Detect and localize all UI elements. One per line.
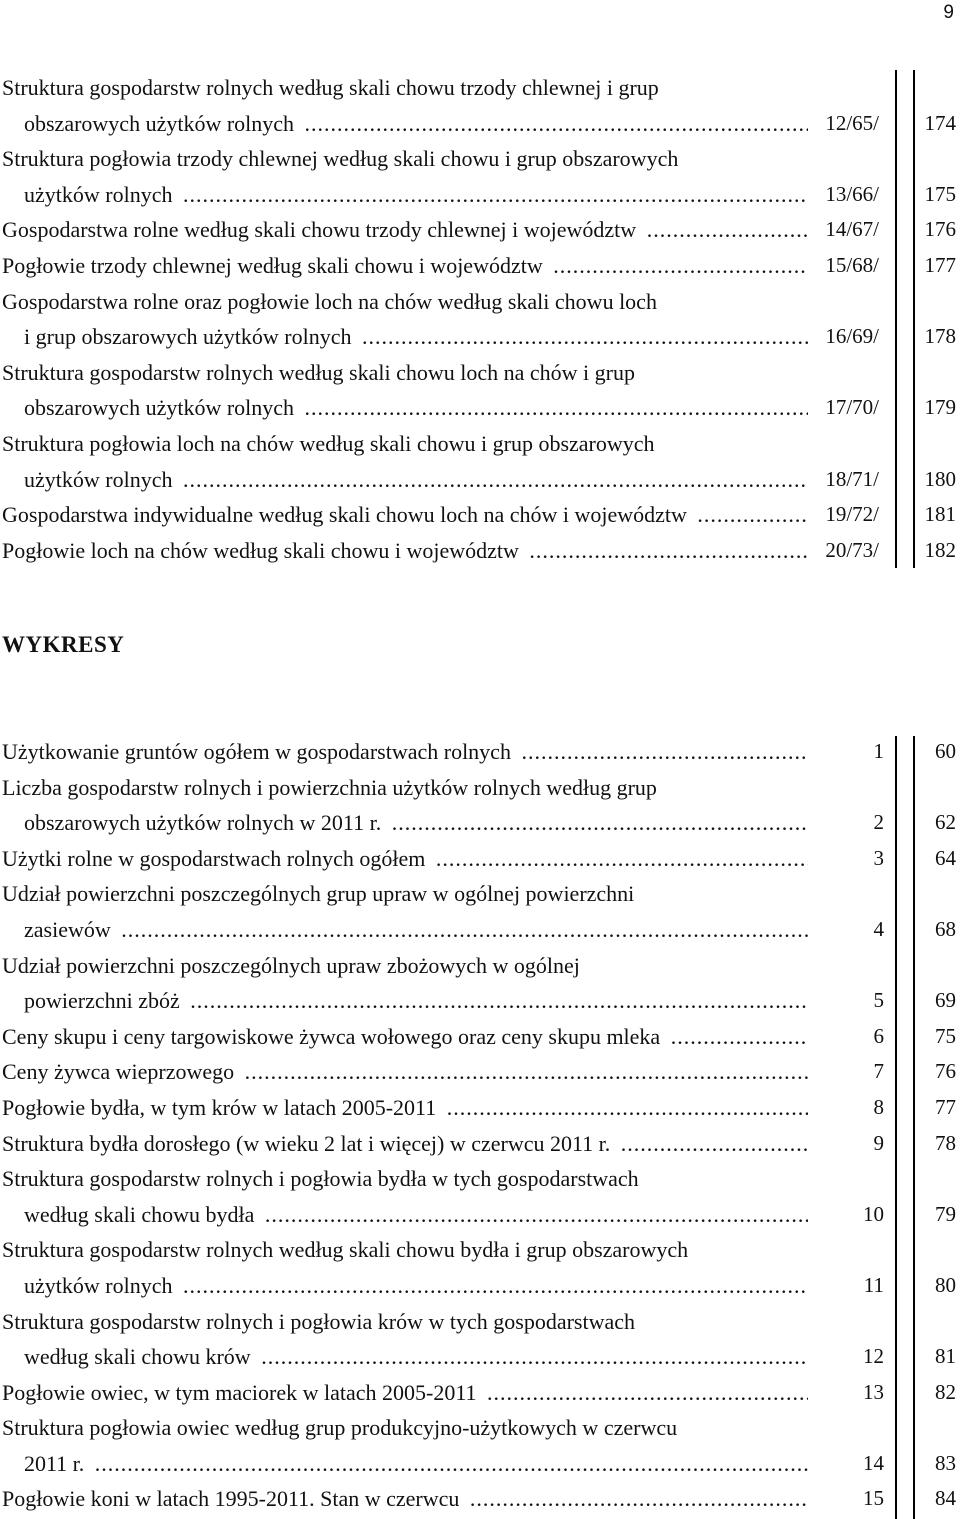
entry-title-line1: Struktura pogłowia trzody chlewnej według skali chowu i grup obszarowych	[2, 146, 679, 172]
toc-entry[interactable]	[0, 284, 960, 355]
entry-title-line1: Struktura gospodarstw rolnych według skali chowu bydła i grup obszarowych	[2, 1237, 689, 1263]
entry-title-line2: według skali chowu bydła	[24, 1202, 258, 1227]
entry-ref: 12/65/	[825, 110, 879, 135]
entry-ref: 14	[863, 1450, 884, 1475]
entry-title-line2: obszarowych użytków rolnych	[24, 395, 298, 420]
toc-entry[interactable]	[0, 948, 960, 1019]
entry-ref: 19/72/	[825, 502, 879, 527]
section-heading: WYKRESY	[2, 632, 125, 657]
entry-title-line2: obszarowych użytków rolnych w 2011 r.	[24, 810, 385, 835]
entry-ref: 14/67/	[825, 217, 879, 242]
entry-title: Pogłowie trzody chlewnej według skali chowu i województw	[2, 253, 547, 278]
entry-page: 178	[924, 324, 956, 349]
entry-title-line2: i grup obszarowych użytków rolnych	[24, 324, 355, 349]
entry-ref: 2	[873, 810, 884, 835]
toc-entry[interactable]	[0, 1019, 960, 1055]
toc-entry[interactable]	[0, 1054, 960, 1090]
charts-toc	[0, 734, 960, 1517]
entry-title: Pogłowie loch na chów według skali chowu i województw	[2, 538, 523, 563]
entry-ref: 16/69/	[825, 324, 879, 349]
entry-title-line1: Struktura gospodarstw rolnych i pogłowia krów w tych gospodarstwach	[2, 1308, 636, 1334]
entry-title-line1: Struktura pogłowia owiec według grup produkcyjno-użytkowych w czerwcu	[2, 1415, 678, 1441]
entry-ref: 8	[873, 1094, 884, 1119]
toc-entry[interactable]	[0, 770, 960, 841]
entry-title-line2: użytków rolnych	[24, 467, 176, 492]
entry-ref: 1	[873, 739, 884, 763]
entry-title: Gospodarstwa rolne według skali chowu trzody chlewnej i województw	[2, 217, 640, 242]
entry-page: 179	[924, 395, 956, 420]
toc-entry[interactable]	[0, 841, 960, 877]
entry-page: 69	[935, 988, 956, 1013]
toc-entry[interactable]	[0, 248, 960, 284]
entry-ref: 15/68/	[825, 252, 879, 277]
toc-entry[interactable]	[0, 1375, 960, 1411]
entry-ref: 11	[863, 1272, 884, 1297]
entry-title: Pogłowie owiec, w tym maciorek w latach 2005-2011	[2, 1380, 481, 1405]
entry-ref: 18/71/	[825, 466, 879, 491]
entry-title: Użytkowanie gruntów ogółem w gospodarstwach rolnych	[2, 739, 515, 764]
entry-page: 75	[935, 1023, 956, 1048]
entry-title: Ceny żywca wieprzowego	[2, 1059, 238, 1084]
entry-page: 60	[935, 739, 956, 763]
entry-page: 79	[935, 1201, 956, 1226]
entry-page: 80	[935, 1272, 956, 1297]
entry-title: Pogłowie bydła, w tym krów w latach 2005-2011	[2, 1095, 440, 1120]
entry-title-line1: Struktura gospodarstw rolnych i pogłowia bydła w tych gospodarstwach	[2, 1166, 639, 1192]
entry-title-line2: obszarowych użytków rolnych	[24, 111, 298, 136]
entry-title-line2: według skali chowu krów	[24, 1344, 255, 1369]
entry-title: Ceny skupu i ceny targowiskowe żywca wołowego oraz ceny skupu mleka	[2, 1024, 664, 1049]
toc-entry[interactable]	[0, 70, 960, 141]
toc-entry[interactable]	[0, 497, 960, 533]
entry-title-line1: Struktura pogłowia loch na chów według skali chowu i grup obszarowych	[2, 430, 655, 456]
entry-page: 81	[935, 1344, 956, 1369]
entry-ref: 13/66/	[825, 181, 879, 206]
entry-ref: 12	[863, 1344, 884, 1369]
entry-title-line1: Gospodarstwa rolne oraz pogłowie loch na chów według skali chowu loch	[2, 288, 657, 314]
entry-ref: 5	[873, 988, 884, 1013]
toc-entry[interactable]	[0, 876, 960, 947]
entry-page: 82	[935, 1379, 956, 1404]
entry-title-line1: Udział powierzchni poszczególnych grup upraw w ogólnej powierzchni	[2, 881, 635, 907]
entry-title-line1: Struktura gospodarstw rolnych według skali chowu loch na chów i grup	[2, 359, 635, 385]
entry-title-line2: użytków rolnych	[24, 1273, 176, 1298]
entry-ref: 4	[873, 916, 884, 941]
toc-entry[interactable]	[0, 1126, 960, 1162]
entry-ref: 6	[873, 1023, 884, 1048]
entry-page: 84	[935, 1486, 956, 1511]
entry-page: 77	[935, 1094, 956, 1119]
entry-page: 175	[924, 181, 956, 206]
toc-entry[interactable]	[0, 1304, 960, 1375]
toc-entry[interactable]	[0, 1232, 960, 1303]
entry-title: Pogłowie koni w latach 1995-2011. Stan w czerwcu	[2, 1486, 463, 1511]
entry-title-line2: powierzchni zbóż	[24, 988, 184, 1013]
entry-ref: 20/73/	[825, 537, 879, 562]
toc-entry[interactable]	[0, 141, 960, 212]
entry-title: Gospodarstwa indywidualne według skali chowu loch na chów i województw	[2, 502, 691, 527]
entry-title-line1: Struktura gospodarstw rolnych według skali chowu trzody chlewnej i grup	[2, 75, 659, 100]
toc-entry[interactable]	[0, 1410, 960, 1481]
entry-page: 62	[935, 810, 956, 835]
entry-ref: 10	[863, 1201, 884, 1226]
entry-ref: 3	[873, 845, 884, 870]
page-number: 9	[943, 2, 954, 23]
toc-entry[interactable]	[0, 1481, 960, 1517]
toc-entry[interactable]	[0, 426, 960, 497]
tables-toc	[0, 70, 960, 568]
entry-page: 83	[935, 1450, 956, 1475]
toc-entry[interactable]	[0, 734, 960, 770]
entry-page: 177	[924, 252, 956, 277]
entry-ref: 15	[863, 1486, 884, 1511]
entry-title: Użytki rolne w gospodarstwach rolnych ogółem	[2, 846, 429, 871]
entry-page: 176	[924, 217, 956, 242]
entry-page: 64	[935, 845, 956, 870]
toc-entry[interactable]	[0, 355, 960, 426]
entry-page: 78	[935, 1130, 956, 1155]
toc-entry[interactable]	[0, 212, 960, 248]
entry-page: 174	[924, 110, 956, 135]
entry-title-line1: Liczba gospodarstw rolnych i powierzchnia użytków rolnych według grup	[2, 774, 657, 800]
entry-title-line1: Udział powierzchni poszczególnych upraw zbożowych w ogólnej	[2, 952, 580, 978]
toc-entry[interactable]	[0, 1090, 960, 1126]
entry-title-line2: 2011 r.	[24, 1451, 88, 1476]
entry-page: 181	[924, 502, 956, 527]
entry-page: 182	[924, 537, 956, 562]
entry-ref: 13	[863, 1379, 884, 1404]
toc-entry[interactable]	[0, 1161, 960, 1232]
entry-ref: 7	[873, 1059, 884, 1084]
entry-page: 180	[924, 466, 956, 491]
toc-entry[interactable]	[0, 533, 960, 569]
entry-ref: 9	[873, 1130, 884, 1155]
entry-title-line2: zasiewów	[24, 917, 115, 942]
entry-ref: 17/70/	[825, 395, 879, 420]
entry-title-line2: użytków rolnych	[24, 182, 176, 207]
entry-page: 68	[935, 916, 956, 941]
entry-page: 76	[935, 1059, 956, 1084]
entry-title: Struktura bydła dorosłego (w wieku 2 lat i więcej) w czerwcu 2011 r.	[2, 1131, 614, 1156]
